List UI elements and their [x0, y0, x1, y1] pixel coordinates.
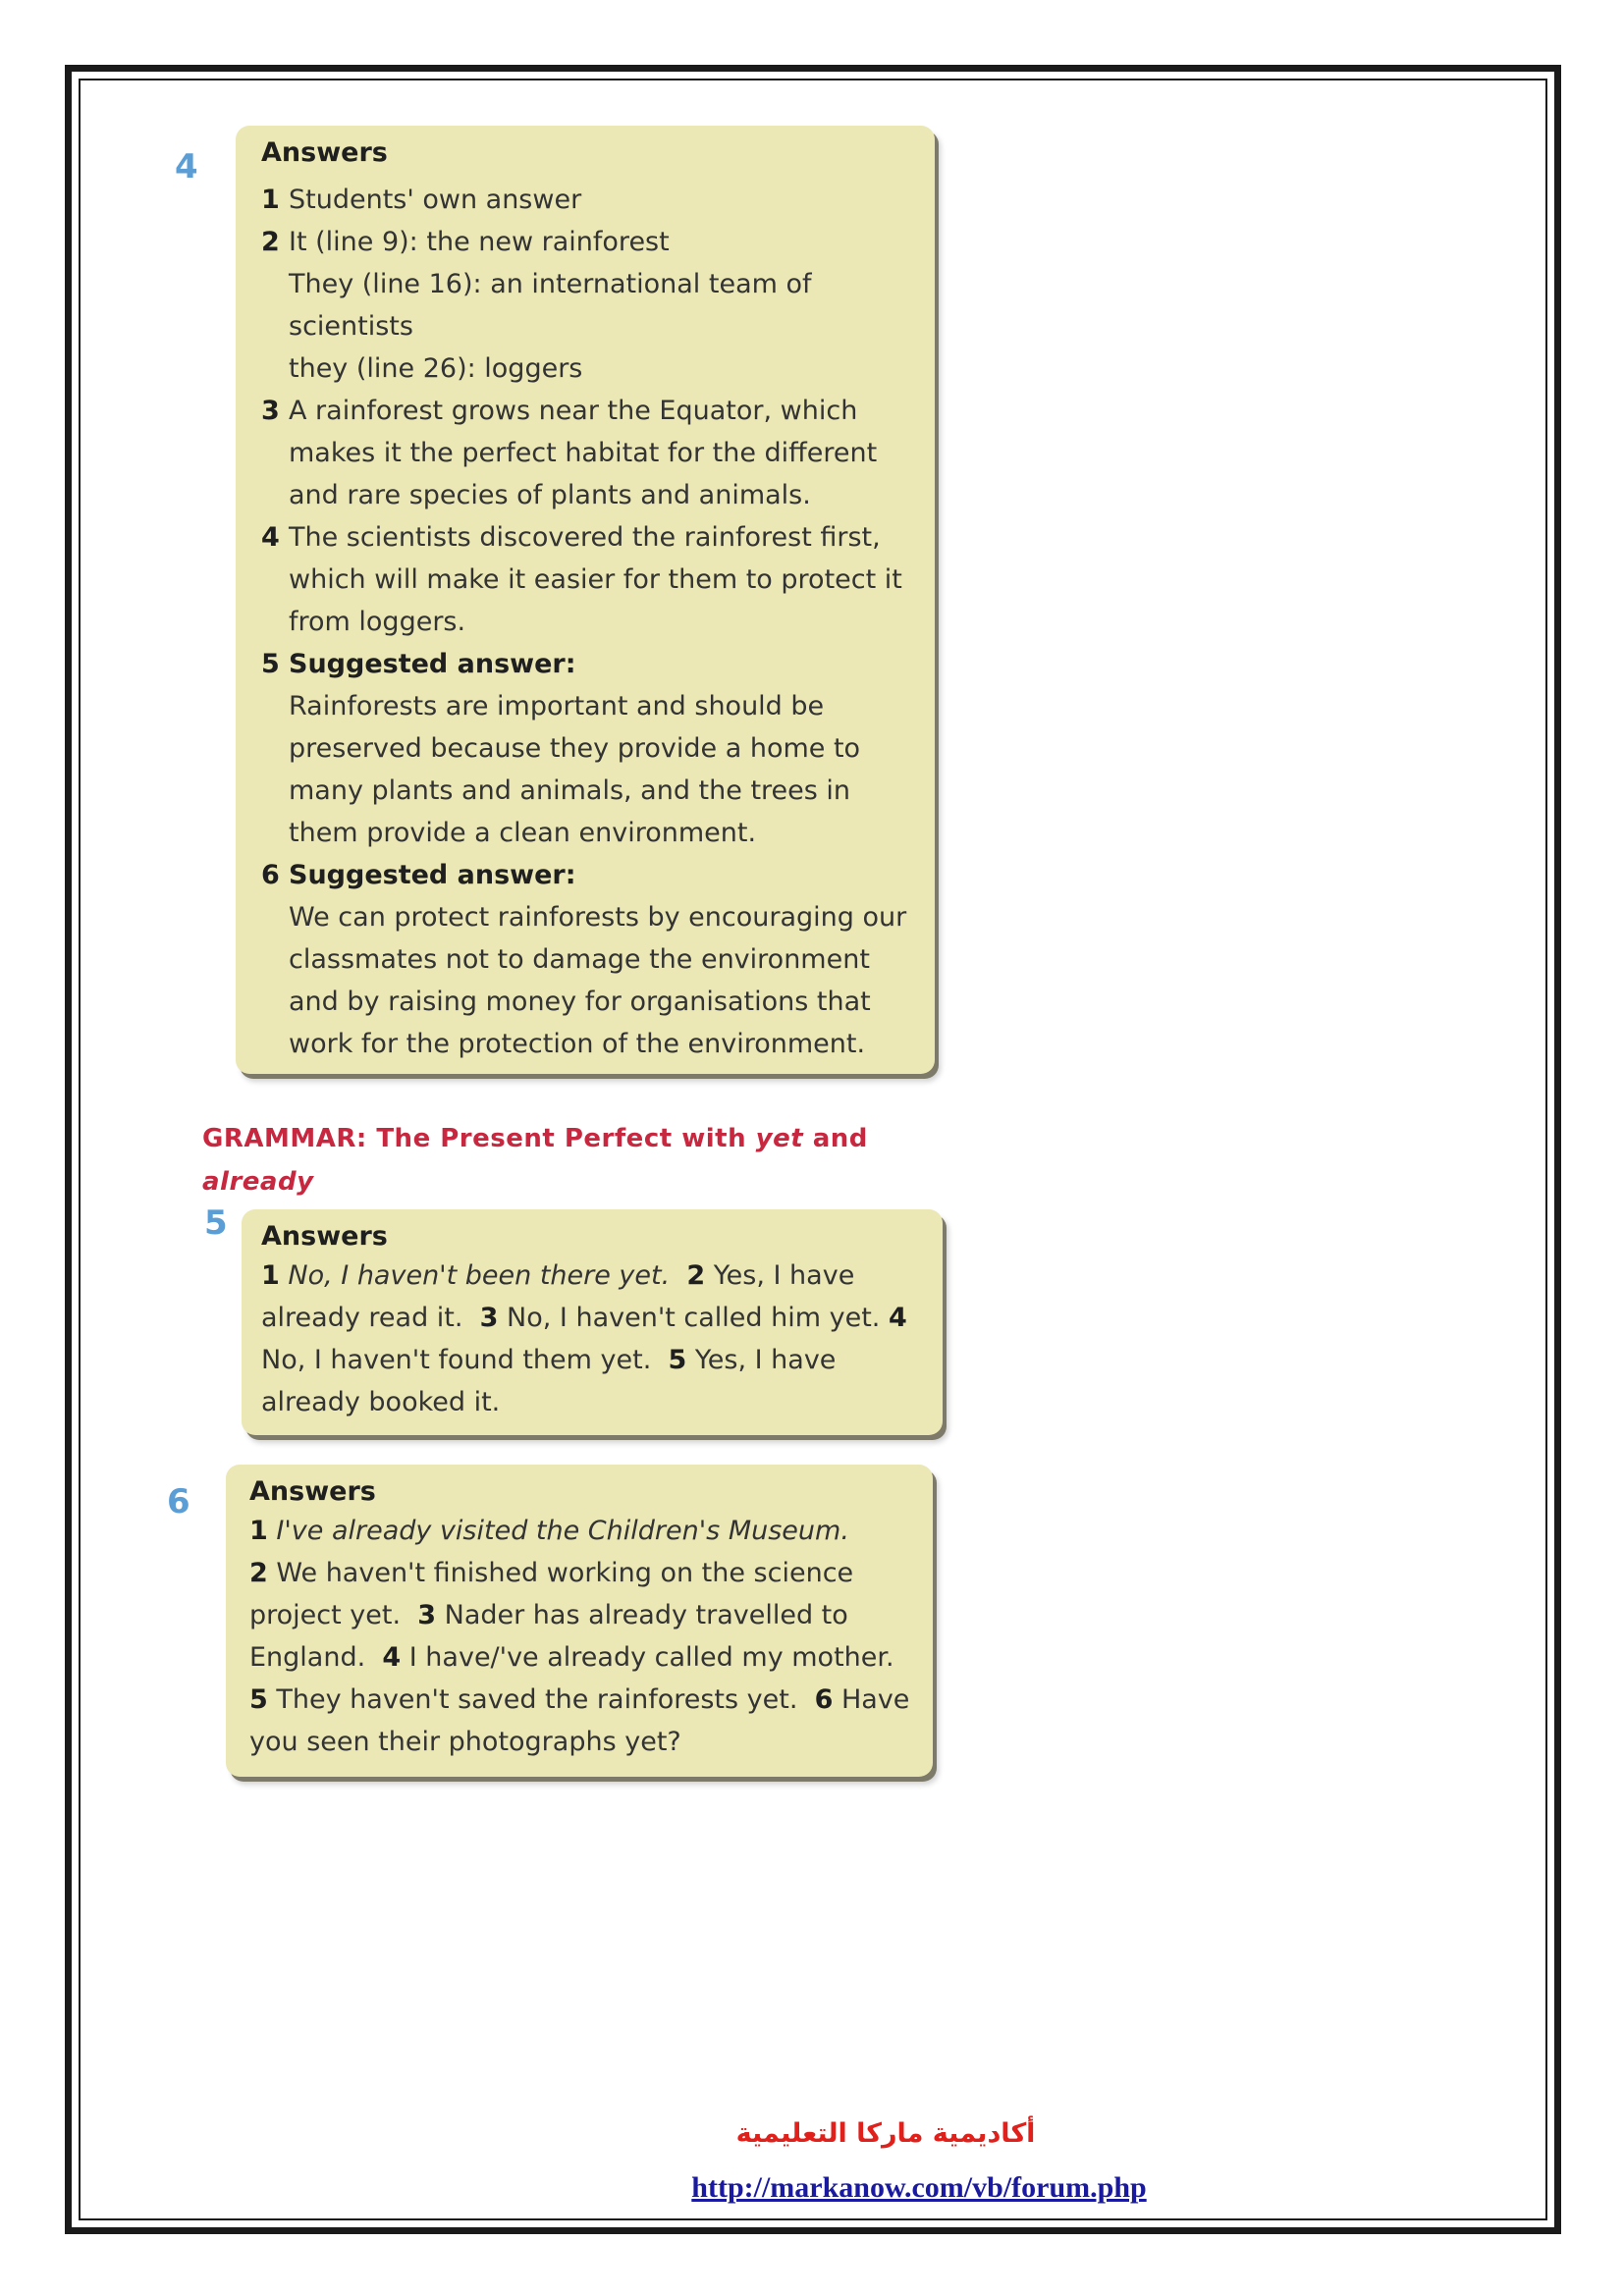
list-item: 4 The scientists discovered the rainforest first, which will make it easier for them to protect it from loggers. — [261, 522, 902, 638]
exercise-6-number: 6 — [167, 1482, 190, 1522]
list-item: 6 Suggested answer: We can protect rainforests by encouraging our classmates not to damage the environment and by raising money for organisations that work for the protection of the environment. — [261, 860, 907, 1060]
exercise-6-answers: 1 I've already visited the Children's Museum. 2 We haven't finished working on the science project yet. 3 Nader has already travelled to England. 4 I have/'ve already called my mother. 5 They haven't saved the rainforests yet. 6 Have you seen their photographs yet? — [249, 1516, 910, 1758]
exercise-4-number: 4 — [175, 147, 198, 187]
grammar-heading: GRAMMAR: The Present Perfect with yet and already — [202, 1124, 868, 1197]
exercise-5-answer-box — [242, 1209, 943, 1435]
list-item: 2 It (line 9): the new rainforest They (line 16): an international team of scientists they (line 26): loggers — [261, 227, 812, 385]
exercise-6-answer-box — [226, 1465, 933, 1777]
exercise-6-title: Answers — [249, 1476, 376, 1507]
exercise-5-answers: 1 No, I haven't been there yet. 2 Yes, I have already read it. 3 No, I haven't called him yet. 4 No, I haven't found them yet. 5 Yes, I have already booked it. — [261, 1260, 907, 1418]
footer-forum-link[interactable]: http://markanow.com/vb/forum.php — [691, 2171, 1147, 2204]
exercise-4-answer-box — [236, 126, 935, 1074]
footer-academy-name: أكاديمية ماركا التعليمية — [735, 2118, 1036, 2149]
exercise-4-answers — [261, 179, 915, 1065]
exercise-4-title: Answers — [261, 137, 388, 168]
list-item: 5 Suggested answer: Rainforests are important and should be preserved because they provide a home to many plants and animals, and the trees in them provide a clean environment. — [261, 649, 861, 849]
list-item: 3 A rainforest grows near the Equator, which makes it the perfect habitat for the different and rare species of plants and animals. — [261, 396, 878, 511]
exercise-5-number: 5 — [204, 1203, 228, 1243]
list-item: 1 Students' own answer — [261, 185, 582, 216]
exercise-5-title: Answers — [261, 1221, 388, 1252]
